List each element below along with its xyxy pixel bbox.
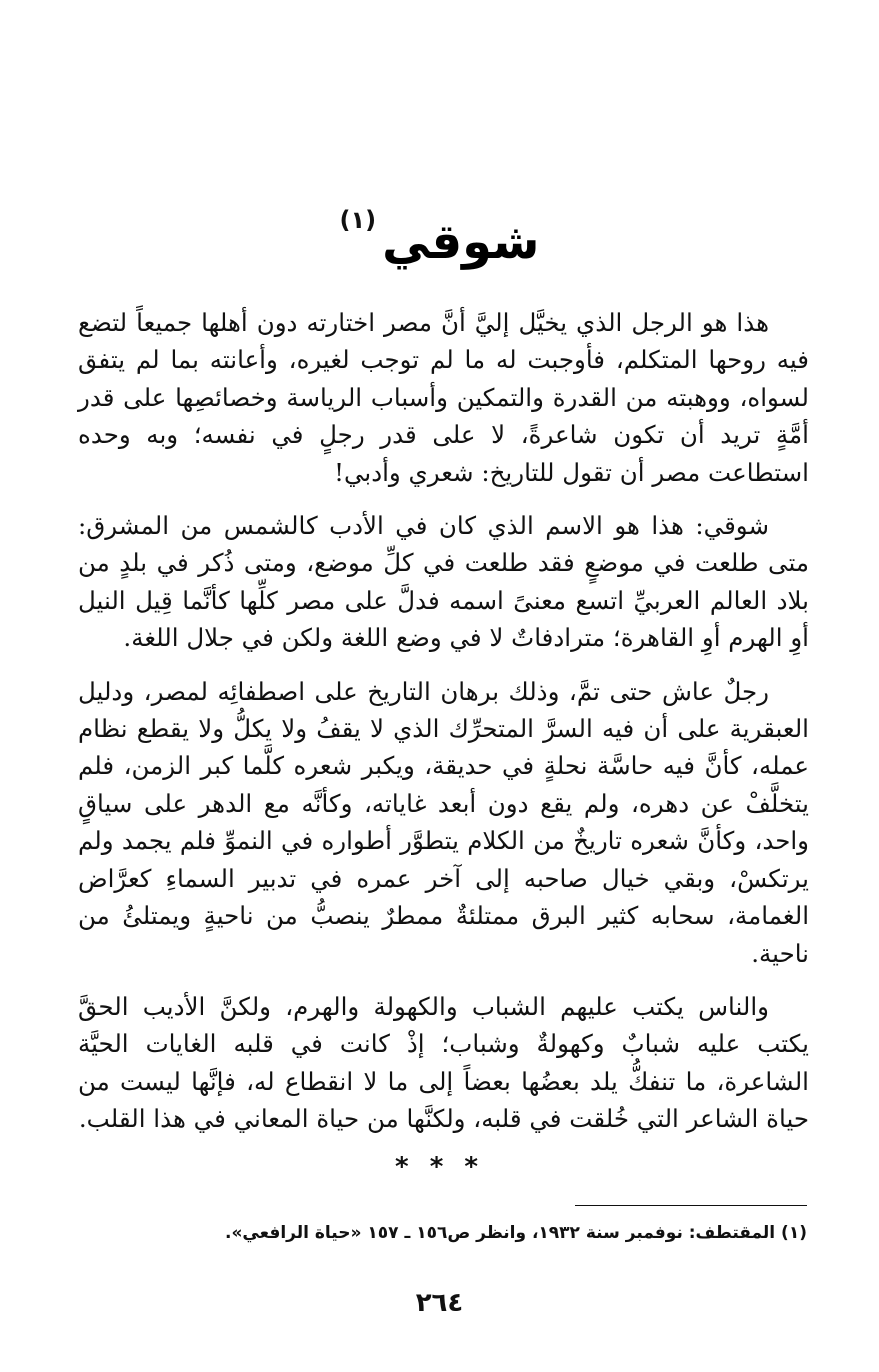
body-text <box>78 304 809 1154</box>
section-separator: * * * <box>395 1152 484 1182</box>
paragraph-2: شوقي: هذا هو الاسم الذي كان في الأدب كالشمس من المشرق: متى طلعت في موضعٍ فقد طلعت في كلِّ موضع، ومتى ذُكر في بلدٍ من بلاد العالم العربيِّ اتسع معنىً اسمه فدلَّ على مصر كلِّها كأنَّما قِيل النيل أوِ الهرم أوِ القاهرة؛ مترادفاتٌ لا في وضع اللغة ولكن في جلال اللغة. <box>78 511 809 653</box>
footnote: (١) المقتطف: نوفمبر سنة ١٩٣٢، وانظر ص١٥٦ ـ ١٥٧ «حياة الرافعي». <box>224 1223 807 1243</box>
title-footnote-marker: (١) <box>339 206 377 234</box>
paragraph-1: هذا هو الرجل الذي يخيَّل إليَّ أنَّ مصر اختارته دون أهلها جميعاً لتضع فيه روحها المتكلم، فأوجبت له ما لم توجب لغيره، وأعانته بما لم يتفق لسواه، ووهبته من القدرة والتمكين وأسباب الرياسة وخصائصِها على قدر أمَّةٍ تريد أن تكون شاعرةً، لا على قدر رجلٍ في نفسه؛ وبه وحده استطاعت مصر أن تقول للتاريخ: شعري وأدبي! <box>78 308 809 487</box>
chapter-title: شوقي <box>382 214 540 270</box>
chapter-heading <box>0 206 879 272</box>
page-number: ٢٦٤ <box>415 1288 464 1318</box>
paragraph-3: رجلٌ عاش حتى تمَّ، وذلك برهان التاريخ على اصطفائِه لمصر، ودليل العبقرية على أن فيه السرَّ المتحرِّك الذي لا يقفُ ولا يكلُّ ولا يقطع نظام عمله، كأنَّ فيه حاسَّة نحلةٍ في حديقة، ويكبر شعره كلَّما كبر الزمن، فلم يتخلَّفْ عن دهره، ولم يقع دون أبعد غاياته، وكأنَّه مع الدهر على سياقٍ واحد، وكأنَّ شعره تاريخٌ من الكلام يتطوَّر أطواره في النموِّ فلم يجمد ولم يرتكسْ، وبقي خيال صاحبه إلى آخر عمره في تدبير السماءِ كعرَّاض الغمامة، سحابه كثير البرق ممتلئةٌ ممطرٌ ينصبُّ من ناحيةٍ ويمتلئُ من ناحية. <box>78 676 809 968</box>
paragraph-4: والناس يكتب عليهم الشباب والكهولة والهرم، ولكنَّ الأديب الحقَّ يكتب عليه شبابٌ وكهولةٌ وشباب؛ إذْ كانت في قلبه الغايات الحيَّة الشاعرة، ما تنفكُّ يلد بعضُها بعضاً إلى ما لا انقطاع له، فإنَّها ليست من حياة الشاعر التي خُلقت في قلبه، ولكنَّها من حياة المعاني في هذا القلب. <box>78 991 809 1134</box>
footnote-divider <box>575 1205 807 1206</box>
